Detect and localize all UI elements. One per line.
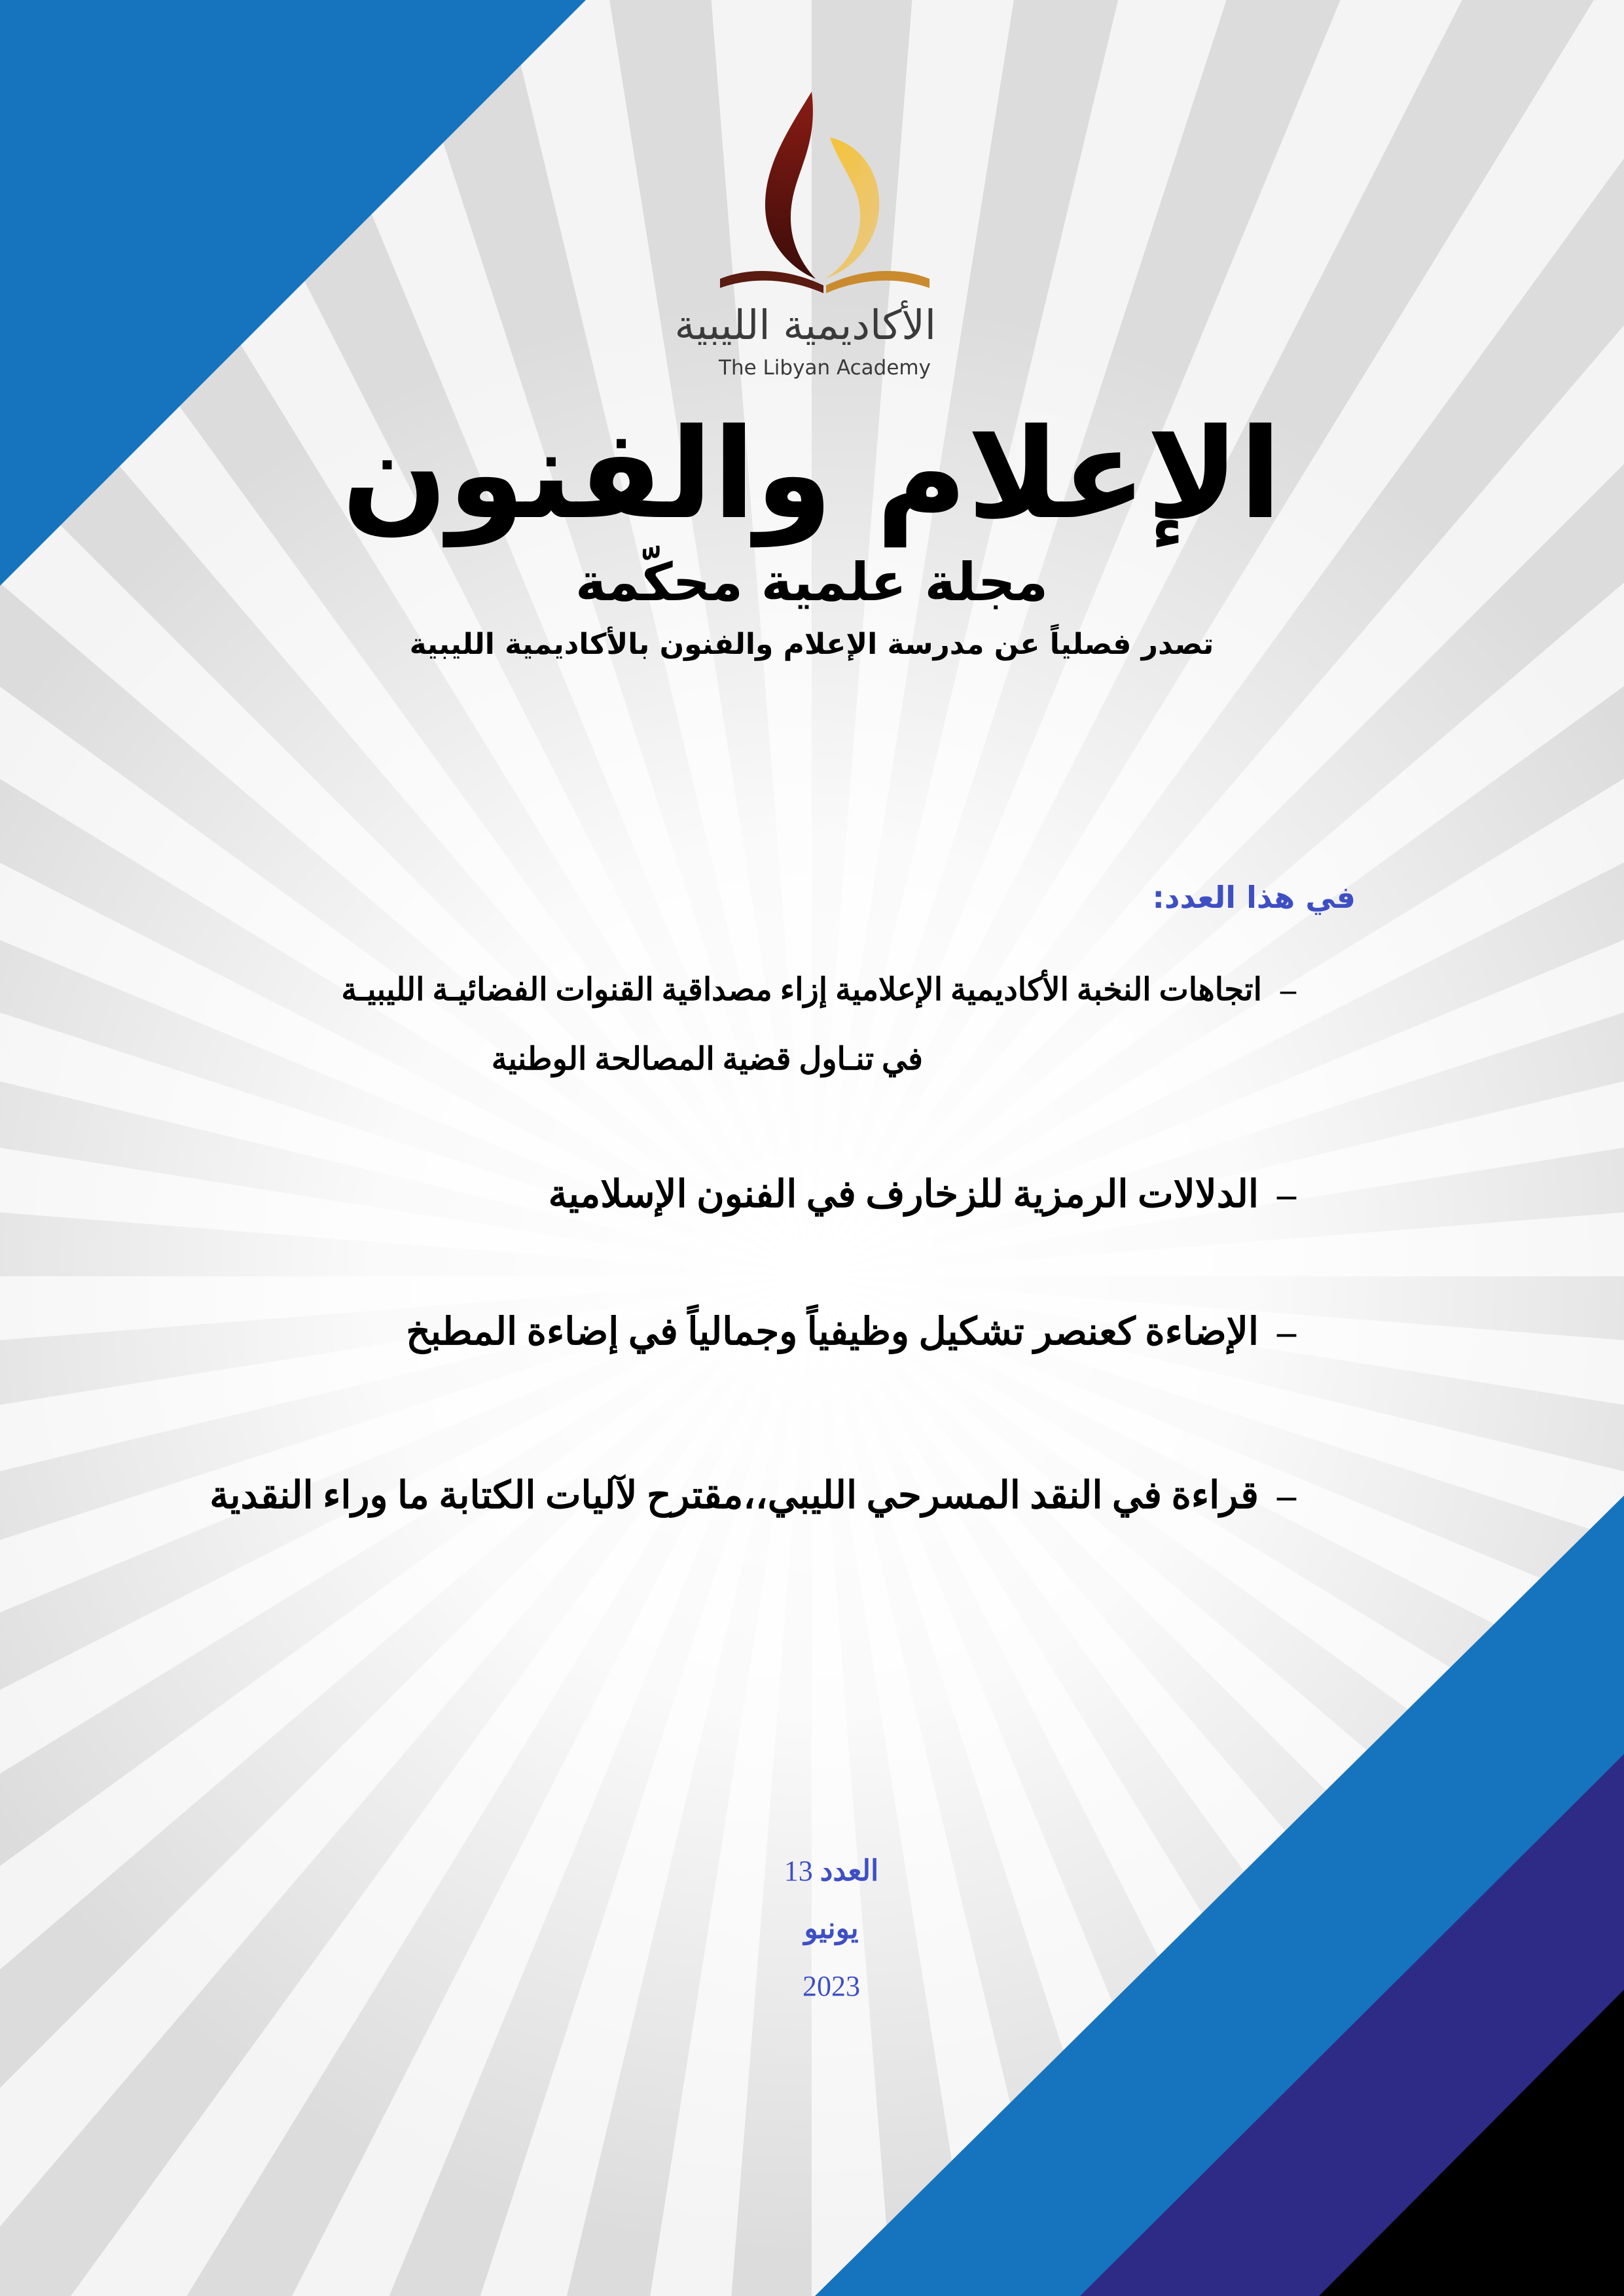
logo-english-name: The Libyan Academy bbox=[719, 356, 931, 380]
logo-book-right-page bbox=[826, 271, 929, 293]
journal-publisher-line: تصدر فصلياً عن مدرسة الإعلام والفنون بالأكاديمية الليبية bbox=[409, 628, 1214, 661]
issue-number-line bbox=[681, 1842, 982, 1900]
list-bullet: – bbox=[1277, 1310, 1296, 1353]
list-item-text: الدلالات الرمزية للزخارف في الفنون الإسلامية bbox=[548, 1173, 1259, 1215]
issue-label: العدد bbox=[820, 1855, 879, 1887]
list-item bbox=[164, 956, 1296, 1094]
issue-info bbox=[681, 1842, 982, 2015]
list-item-text: اتجاهات النخبة الأكاديمية الإعلامية إزاء مصداقية القنوات الفضائيـة الليبيـة bbox=[341, 973, 1262, 1007]
issue-month: يونيو bbox=[804, 1912, 859, 1945]
list-item bbox=[164, 1165, 1296, 1224]
list-bullet: – bbox=[1277, 1474, 1296, 1516]
list-item bbox=[164, 1302, 1296, 1361]
issue-number: 13 bbox=[784, 1855, 813, 1887]
logo-flame-gold bbox=[825, 137, 879, 279]
list-item bbox=[164, 1466, 1296, 1525]
list-item-continuation: في تنـاول قضية المصالحة الوطنية bbox=[491, 1042, 923, 1077]
journal-subtitle: مجلة علمية محكّمة bbox=[575, 552, 1049, 613]
logo-flame-dark bbox=[765, 92, 816, 279]
list-bullet: – bbox=[1277, 1173, 1296, 1215]
in-this-issue-heading: في هذا العدد: bbox=[1152, 880, 1356, 915]
flame-book-logo-icon bbox=[713, 85, 936, 301]
list-item-text: الإضاءة كعنصر تشكيل وظيفياً وجمالياً في إضاءة المطبخ bbox=[406, 1310, 1259, 1353]
list-item-line bbox=[341, 973, 1296, 1007]
list-bullet: – bbox=[1280, 973, 1296, 1007]
list-item-text: قراءة في النقد المسرحي الليبي،،مقترح لآليات الكتابة ما وراء النقدية bbox=[209, 1474, 1259, 1516]
academy-logo bbox=[674, 85, 936, 393]
logo-arabic-name: الأكاديمية الليبية bbox=[674, 301, 936, 349]
issue-year: 2023 bbox=[803, 1970, 860, 2002]
journal-title: الإعلام والفنون bbox=[341, 402, 1282, 547]
